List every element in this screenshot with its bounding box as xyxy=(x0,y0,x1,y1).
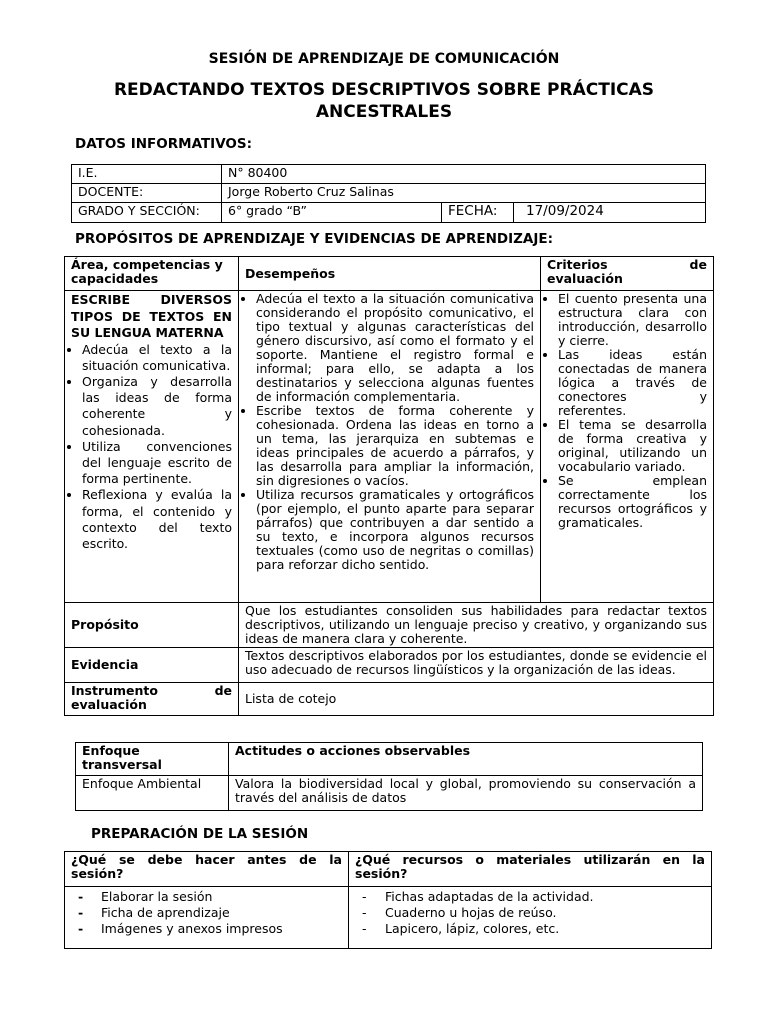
prep-col1-header: ¿Qué se debe hacer antes de la sesión? xyxy=(65,852,349,887)
list-item: - Cuaderno u hojas de reúso. xyxy=(362,905,557,920)
evidencia-label: Evidencia xyxy=(65,648,239,683)
list-item: • Organiza y desarrolla las ideas de forma coherente y cohesionada. xyxy=(82,374,232,439)
capacidades-list xyxy=(71,342,232,553)
enfoque-label: Enfoque Ambiental xyxy=(76,776,229,811)
list-item: - Fichas adaptadas de la actividad. xyxy=(362,889,594,904)
enfoque-value: Valora la biodiversidad local y global, promoviendo su conservación a través del análisis de datos xyxy=(229,776,703,811)
list-item: • El tema se desarrolla de forma creativa y original, utilizando un vocabulario variado. xyxy=(558,418,707,474)
propositos-table xyxy=(64,256,714,716)
dash-marker: - xyxy=(78,905,84,920)
col-criterios-header: Criterios de evaluación xyxy=(541,257,714,291)
list-item: • Las ideas están conectadas de manera lógica a través de conectores y referentes. xyxy=(558,348,707,418)
criterios-list xyxy=(547,292,707,530)
recursos-cell xyxy=(349,887,712,949)
col-desempenos-header: Desempeños xyxy=(239,257,541,291)
grado-value: 6° grado “B” xyxy=(222,203,442,223)
dash-marker: - xyxy=(362,921,367,936)
datos-table xyxy=(71,164,706,223)
enfoque-col2-header: Actitudes o acciones observables xyxy=(229,743,703,776)
dash-marker: - xyxy=(78,921,84,936)
prep-col2-header: ¿Qué recursos o materiales utilizarán en la sesión? xyxy=(349,852,712,887)
evidencia-value: Textos descriptivos elaborados por los estudiantes, donde se evidencie el uso adecuado de recursos lingüísticos y la organización de las ideas. xyxy=(239,648,714,683)
list-item: - Ficha de aprendizaje xyxy=(78,905,230,920)
enfoque-table xyxy=(75,742,703,811)
criterios-cell xyxy=(541,291,714,603)
fecha-value: 17/09/2024 xyxy=(514,203,706,223)
list-item: • Se emplean correctamente los recursos ortográficos y gramaticales. xyxy=(558,474,707,530)
proposito-value: Que los estudiantes consoliden sus habilidades para redactar textos descriptivos, utilizando un lenguaje preciso y creativo, y organizando sus ideas de manera clara y coherente. xyxy=(239,603,714,648)
ie-label: I.E. xyxy=(72,165,222,184)
list-item: - Elaborar la sesión xyxy=(78,889,213,904)
proposito-label: Propósito xyxy=(65,603,239,648)
list-item: • El cuento presenta una estructura clara con introducción, desarrollo y cierre. xyxy=(558,292,707,348)
fecha-label: FECHA: xyxy=(442,203,514,223)
list-item: • Adecúa el texto a la situación comunicativa. xyxy=(82,342,232,374)
preparacion-heading: PREPARACIÓN DE LA SESIÓN xyxy=(91,826,309,842)
antes-cell xyxy=(65,887,349,949)
list-item: • Utiliza recursos gramaticales y ortográficos (por ejemplo, el punto aparte para separar párrafos) que contribuyen a dar sentido a su texto, e incorpora algunos recursos textuales (como uso de negritas o comillas) para reforzar dicho sentido. xyxy=(256,488,534,572)
desempenos-list xyxy=(245,292,534,572)
list-item: - Imágenes y anexos impresos xyxy=(78,921,283,936)
dash-marker: - xyxy=(78,889,84,904)
dash-marker: - xyxy=(362,889,367,904)
grado-label: GRADO Y SECCIÓN: xyxy=(72,203,222,223)
area-cell xyxy=(65,291,239,603)
instrumento-value: Lista de cotejo xyxy=(239,683,714,716)
desempenos-cell xyxy=(239,291,541,603)
enfoque-col1-header: Enfoque transversal xyxy=(76,743,229,776)
document-subtitle: REDACTANDO TEXTOS DESCRIPTIVOS SOBRE PRÁCTICAS ANCESTRALES xyxy=(113,80,655,122)
dash-marker: - xyxy=(362,905,367,920)
col-area-header: Área, competencias y capacidades xyxy=(65,257,239,291)
instrumento-label: Instrumento de evaluación xyxy=(65,683,239,716)
list-item: • Escribe textos de forma coherente y cohesionada. Ordena las ideas en torno a un tema, las jerarquiza en subtemas e ideas principales de acuerdo a párrafos, y las desarrolla para ampliar la información, sin digresiones o vacíos. xyxy=(256,404,534,488)
datos-heading: DATOS INFORMATIVOS: xyxy=(75,136,253,152)
docente-label: DOCENTE: xyxy=(72,184,222,203)
list-item: • Reflexiona y evalúa la forma, el contenido y contexto del texto escrito. xyxy=(82,487,232,552)
document-title: SESIÓN DE APRENDIZAJE DE COMUNICACIÓN xyxy=(208,51,560,67)
competencia-title: ESCRIBE DIVERSOS TIPOS DE TEXTOS EN SU LENGUA MATERNA xyxy=(71,292,232,340)
ie-value: N° 80400 xyxy=(222,165,706,184)
list-item: • Adecúa el texto a la situación comunicativa considerando el propósito comunicativo, el tipo textual y algunas características del género discursivo, así como el formato y el soporte. Mantiene el registro formal e informal; para ello, se adapta a los destinatarios y selecciona algunas fuentes de información complementaria. xyxy=(256,292,534,404)
list-item: - Lapicero, lápiz, colores, etc. xyxy=(362,921,560,936)
propositos-heading: PROPÓSITOS DE APRENDIZAJE Y EVIDENCIAS DE APRENDIZAJE: xyxy=(75,231,553,247)
preparacion-table xyxy=(64,851,712,949)
list-item: • Utiliza convenciones del lenguaje escrito de forma pertinente. xyxy=(82,439,232,488)
docente-value: Jorge Roberto Cruz Salinas xyxy=(222,184,706,203)
